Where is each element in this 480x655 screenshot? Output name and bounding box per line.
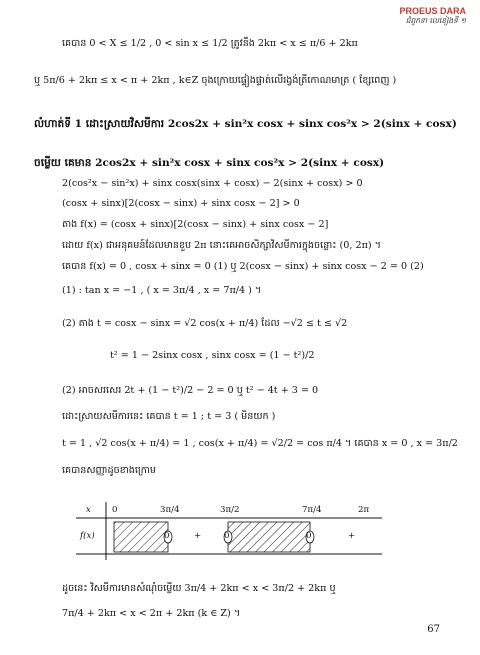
text-line: គេបាន 0 < X ≤ 1/2 , 0 < sin x ≤ 1/2 ត្រូវនឹង 2kπ < x ≤ π/6 + 2kπ	[62, 38, 358, 49]
sign-table	[76, 502, 382, 560]
conclusion-line: ដូចនេះ វិសមីការមានសំណុំចម្លើយ 3π/4 + 2kπ < x < 3π/2 + 2kπ ឬ	[62, 583, 336, 594]
text-line: (cosx + sinx)[2(cosx − sinx) + sinx cosx − 2] > 0	[62, 198, 300, 209]
text-line: (2) តាង t = cosx − sinx = √2 cos(x + π/4) ដែល −√2 ≤ t ≤ √2	[62, 318, 348, 329]
shaded-interval	[228, 522, 310, 552]
x-value: 7π/4	[302, 505, 322, 515]
text-line: គេបាន f(x) = 0 , cosx + sinx = 0 (1) ឬ 2(cosx − sinx) + sinx cosx − 2 = 0 (2)	[62, 261, 424, 272]
zero-label: 0	[306, 531, 312, 541]
text-line: ដោយ f(x) ជាអនុគមន៍ដែលមានខួប 2π នោះគេអាចសិក្សាវិសមីការក្នុងចន្លោះ (0, 2π) ។	[62, 240, 382, 251]
text-line: 2(cos²x − sin²x) + sinx cosx(sinx + cosx) − 2(sinx + cosx) > 0	[62, 178, 363, 189]
x-value: 3π/4	[160, 505, 180, 515]
exercise-heading: លំហាត់ទី 1 ដោះស្រាយវិសមីការ 2cos2x + sin²x cosx + sinx cos²x > 2(sinx + cosx)	[34, 118, 457, 130]
text-line: ដោះស្រាយសមីការនេះ គេបាន t = 1 ; t = 3 ( មិនយក )	[62, 411, 276, 422]
text-line: (1) : tan x = −1 , ( x = 3π/4 , x = 7π/4 ) ។	[62, 285, 262, 296]
sign-plus: +	[194, 531, 202, 541]
row-f-label: f(x)	[80, 531, 95, 541]
text-line: គេបានសញ្ញាដូចខាងក្រោម	[62, 465, 157, 476]
page-header	[399, 6, 466, 27]
answer-heading: ចម្លើយ គេមាន 2cos2x + sin²x cosx + sinx cos²x > 2(sinx + cosx)	[34, 157, 385, 169]
text-line: ឬ 5π/6 + 2kπ ≤ x < π + 2kπ , k∈Z ចុងក្រោយផ្ទៀងផ្ទាត់លើរង្វង់ត្រីកោណមាត្រ ( ខ្សែពេញ )	[34, 75, 397, 86]
zero-label: 0	[224, 531, 230, 541]
author-name: PROEUS DARA	[399, 6, 466, 16]
x-value: 2π	[358, 505, 370, 515]
chapter-subtitle: ជំពូកទា លេខៀងទី ១	[405, 16, 466, 25]
text-line: តាង f(x) = (cosx + sinx)[2(cosx − sinx) + sinx cosx − 2]	[62, 219, 329, 230]
sign-plus: +	[348, 531, 356, 541]
page-number: 67	[427, 624, 440, 635]
x-value: 0	[112, 505, 118, 515]
text-line: t = 1 , √2 cos(x + π/4) = 1 , cos(x + π/4) = √2/2 = cos π/4 ។ គេបាន x = 0 , x = 3π/2	[62, 438, 458, 449]
shaded-interval	[114, 522, 168, 552]
conclusion-line: 7π/4 + 2kπ < x < 2π + 2kπ (k ∈ Z) ។	[62, 608, 241, 619]
zero-label: 0	[164, 531, 170, 541]
text-line: (2) អាចសរសេរ 2t + (1 − t²)/2 − 2 = 0 ឬ t² − 4t + 3 = 0	[62, 385, 319, 396]
row-x-label: x	[86, 505, 91, 515]
text-line: t² = 1 − 2sinx cosx , sinx cosx = (1 − t²)/2	[110, 350, 315, 361]
x-value: 3π/2	[220, 505, 240, 515]
